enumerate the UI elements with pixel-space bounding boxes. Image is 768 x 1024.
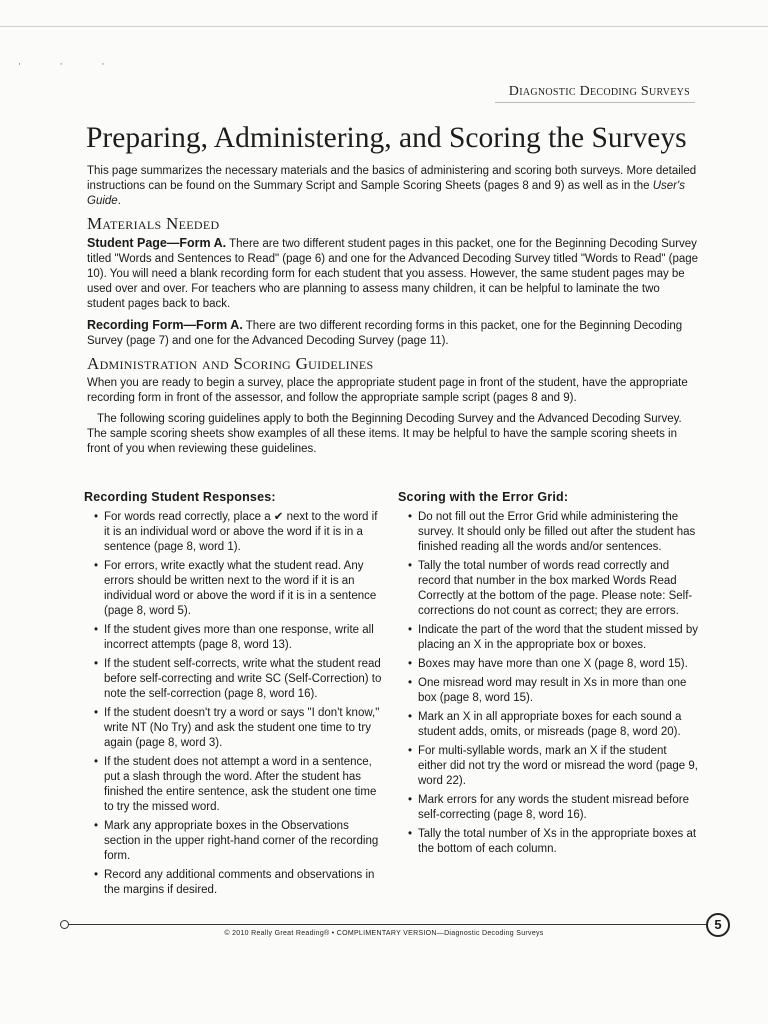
scan-specks: · · · <box>18 60 123 70</box>
list-item: • Do not fill out the Error Grid while administering the survey. It should only be filled out after the student has finished reading all the words and/or sentences. <box>408 510 698 555</box>
intro-paragraph <box>87 164 699 209</box>
error-grid-column <box>398 490 698 861</box>
footer-rule-end-circle <box>60 920 69 929</box>
list-item: • If the student does not attempt a word in a sentence, put a slash through the word. After the student has finished the entire sentence, ask the student one time to try the missed word. <box>94 755 384 815</box>
recording-responses-list <box>84 510 384 898</box>
intro-text: This page summarizes the necessary materials and the basics of administering and scoring both surveys. More detailed instructions can be found on the Summary Script and Sample Scoring Sheets (pages 8 and 9) as well as in the <box>87 165 697 192</box>
list-item: • If the student doesn't try a word or says "I don't know," write NT (No Try) and ask the student one time to try again (page 8, word 3). <box>94 706 384 751</box>
recording-form-paragraph <box>87 318 699 349</box>
recording-responses-title: Recording Student Responses: <box>84 490 276 504</box>
recording-form-text: There are two different recording forms in this packet, one for the Beginning Decoding Survey (page 7) and one for the Advanced Decoding Survey (page 11). <box>87 320 683 347</box>
admin-paragraph-2: The following scoring guidelines apply to both the Beginning Decoding Survey and the Advanced Decoding Survey. The sample scoring sheets show examples of all these items. It may be helpful to have the sample scoring sheets in front of you when reviewing these guidelines. <box>87 413 682 455</box>
student-page-text: There are two different student pages in this packet, one for the Beginning Decoding Survey titled "Words and Sentences to Read" (page 6) and one for the Advanced Decoding Survey titled "Words to Read" (page 10). You will need a blank recording form for each student that you assess. However, the same student pages may be used over and over. For teachers who are planning to assess many children, it can be helpful to laminate the two student pages back to back. <box>87 238 699 310</box>
scan-edge-line <box>0 26 768 27</box>
list-item: • For words read correctly, place a ✔ next to the word if it is an individual word or above the word if it is in a sentence (page 8, word 1). <box>94 510 384 555</box>
intro-emphasis: User's Guide <box>87 180 685 207</box>
list-item: • Mark errors for any words the student misread before self-correcting (page 8, word 16). <box>408 793 698 823</box>
recording-form-lead: Recording Form—Form A. <box>87 318 243 332</box>
intro-text-end: . <box>117 195 121 207</box>
list-item: • For multi-syllable words, mark an X if the student either did not try the word or misread the word (page 9, word 22). <box>408 744 698 789</box>
page-number: 5 <box>706 913 730 937</box>
list-item: • One misread word may result in Xs in more than one box (page 8, word 15). <box>408 676 698 706</box>
footer-copyright: © 2010 Really Great Reading® • COMPLIMENTARY VERSION—Diagnostic Decoding Surveys <box>224 930 544 937</box>
admin-paragraph-1: When you are ready to begin a survey, place the appropriate student page in front of the student, have the appropriate recording form in front of the assessor, and follow the appropriate sample script (pages 8 and 9). <box>87 377 688 404</box>
student-page-lead: Student Page—Form A. <box>87 236 227 250</box>
list-item: • If the student self-corrects, write what the student read before self-correcting and write SC (Self-Correction) to note the self-correction (page 8, word 16). <box>94 657 384 702</box>
page-title: Preparing, Administering, and Scoring the Surveys <box>86 122 687 154</box>
running-head-rule <box>495 102 695 103</box>
list-item: • If the student gives more than one response, write all incorrect attempts (page 8, word 13). <box>94 623 384 653</box>
materials-heading: Materials Needed <box>87 214 220 233</box>
recording-responses-column <box>84 490 384 902</box>
list-item: • Record any additional comments and observations in the margins if desired. <box>94 868 384 898</box>
list-item: • Indicate the part of the word that the student missed by placing an X in the appropriate box or boxes. <box>408 623 698 653</box>
error-grid-title: Scoring with the Error Grid: <box>398 490 569 504</box>
admin-heading: Administration and Scoring Guidelines <box>87 354 374 373</box>
list-item: • Mark any appropriate boxes in the Observations section in the upper right-hand corner of the recording form. <box>94 819 384 864</box>
error-grid-list <box>398 510 698 857</box>
list-item: • Mark an X in all appropriate boxes for each sound a student adds, omits, or misreads (page 8, word 20). <box>408 710 698 740</box>
main-content <box>87 164 699 457</box>
footer-rule <box>66 924 706 925</box>
list-item: • For errors, write exactly what the student read. Any errors should be written next to the word if it is an individual word or above the word if it is in a sentence (page 8, word 5). <box>94 559 384 619</box>
list-item: • Boxes may have more than one X (page 8, word 15). <box>408 657 698 672</box>
list-item: • Tally the total number of words read correctly and record that number in the box marked Words Read Correctly at the bottom of the page. Please note: Self-corrections do not count as correct; they are errors. <box>408 559 698 619</box>
student-page-paragraph <box>87 236 699 312</box>
running-head: Diagnostic Decoding Surveys <box>508 84 690 99</box>
list-item: • Tally the total number of Xs in the appropriate boxes at the bottom of each column. <box>408 827 698 857</box>
